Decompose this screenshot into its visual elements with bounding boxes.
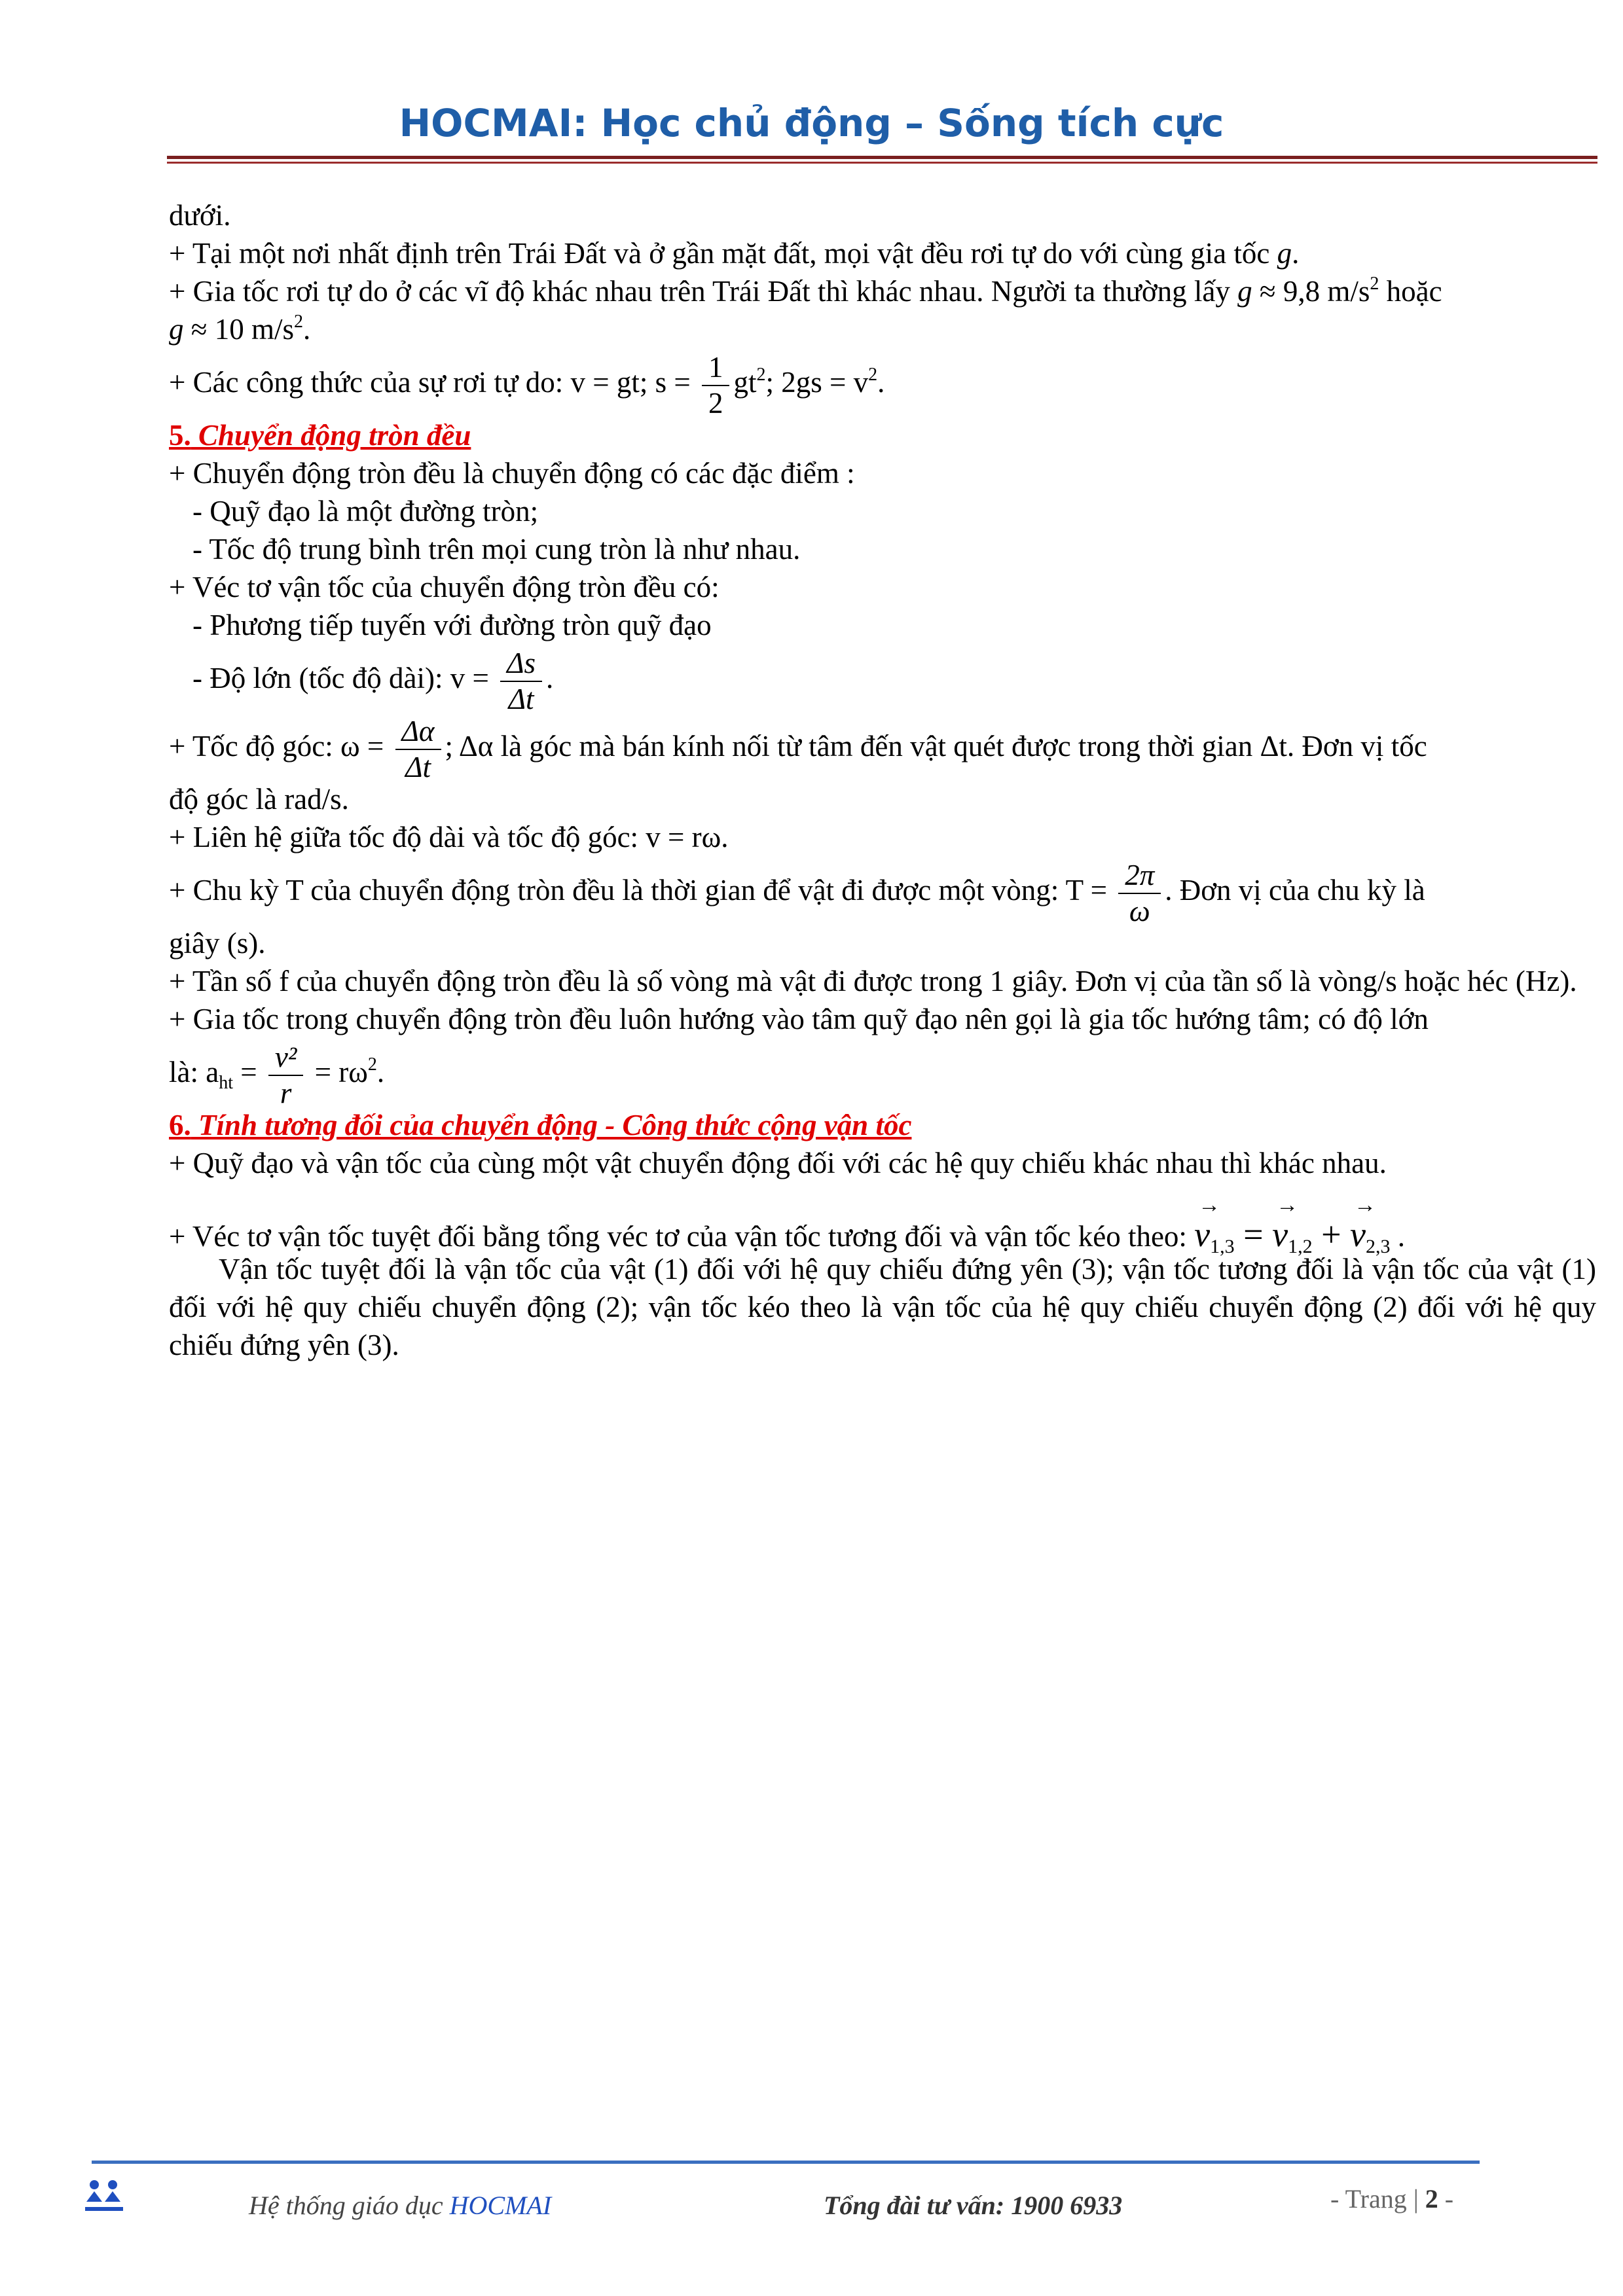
velocity-addition-formula: + Véc tơ vận tốc tuyệt đối bằng tổng véc tơ của vận tốc tương đối và vận tốc kéo theo: → $v_{1,3}$ = → $v_{1,2}$ + → $v_{2,3}$ . xyxy=(169,1182,1596,1250)
text-line: + Gia tốc rơi tự do ở các vĩ độ khác nhau trên Trái Đất thì khác nhau. Người ta thường lấy g ≈ 9,8 $m/s^2$ hoặc xyxy=(169,274,1442,308)
footer-hotline: Tổng đài tư vấn: 1900 6933 xyxy=(824,2191,1123,2220)
fraction-ds-dt: $\frac{\Delta s}{\Delta t}$ xyxy=(500,646,542,717)
text-line: g ≈ 10 $m/s^2$. xyxy=(169,312,311,346)
text-line: dưới. xyxy=(169,199,231,232)
footer-system-name: Hệ thống giáo dục HOCMAI xyxy=(249,2191,552,2220)
text-line: + Quỹ đạo và vận tốc của cùng một vật chuyển động đối với các hệ quy chiếu khác nhau thì khác nhau. xyxy=(169,1147,1387,1179)
hocmai-logo-icon xyxy=(81,2176,127,2221)
angular-speed-formula: + Tốc độ góc: ω = $\frac{\Delta\alpha}{\Delta t}$ ; Δα là góc mà bán kính nối từ tâm đến vật quét được trong thời gian Δt. Đơn vị tốc xyxy=(169,714,1427,783)
text-line: - Tốc độ trung bình trên mọi cung tròn là như nhau. xyxy=(192,533,801,565)
page-number: - Trang | 2 - xyxy=(1330,2184,1454,2214)
section-6-heading: 6. Tính tương đối của chuyển động - Công thức cộng vận tốc xyxy=(169,1109,912,1141)
footer-divider xyxy=(92,2161,1480,2164)
header-divider-secondary xyxy=(167,162,1597,164)
section-5-heading: 5. Chuyển động tròn đều xyxy=(169,419,471,452)
header-divider xyxy=(167,156,1597,159)
free-fall-formulas: + Các công thức của sự rơi tự do: v = gt; s = $\frac{1}{2}$ $gt^2$; $2gs = v^2$. xyxy=(169,350,885,420)
centripetal-formula: là: $a_{ht}$ = $\frac{\text{v²}}{r}$ = $r\omega^2$. xyxy=(169,1040,385,1109)
text-paragraph: + Tần số f của chuyển động tròn đều là số vòng mà vật đi được trong 1 giây. Đơn vị của tần số là vòng/s hoặc héc (Hz). xyxy=(169,965,1577,997)
fraction-v2-r: $\frac{\text{v²}}{r}$ xyxy=(268,1040,303,1111)
text-line: độ góc là rad/s. xyxy=(169,783,349,816)
text-line: + Tại một nơi nhất định trên Trái Đất và ở gần mặt đất, mọi vật đều rơi tự do với cùng gia tốc g. xyxy=(169,237,1300,270)
text-line: - Quỹ đạo là một đường tròn; xyxy=(192,495,539,528)
fraction-one-half: $\frac{1}{2}$ xyxy=(702,350,730,421)
fraction-2pi-omega: $\frac{2\pi}{\omega}$ xyxy=(1118,858,1161,929)
text-line: + Liên hệ giữa tốc độ dài và tốc độ góc: v = rω. xyxy=(169,821,729,853)
page-header-title: HOCMAI: Học chủ động – Sống tích cực xyxy=(399,101,1224,145)
text-line: + Chuyển động tròn đều là chuyển động có các đặc điểm : xyxy=(169,457,855,490)
document-body xyxy=(169,196,1596,1364)
text-line: + Véc tơ vận tốc của chuyển động tròn đều có: xyxy=(169,571,720,603)
period-formula: + Chu kỳ T của chuyển động tròn đều là thời gian để vật đi được một vòng: T = $\frac{2\pi}{\omega}$ . Đơn vị của chu kỳ là xyxy=(169,858,1425,927)
speed-formula: - Độ lớn (tốc độ dài): v = $\frac{\Delta s}{\Delta t}$ . xyxy=(192,646,554,715)
fraction-dalpha-dt: $\frac{\Delta\alpha}{\Delta t}$ xyxy=(395,714,441,785)
text-line: giây (s). xyxy=(169,927,266,960)
vector-equation: → $v_{1,3}$ = → $v_{1,2}$ + → $v_{2,3}$ xyxy=(1194,1182,1390,1268)
text-line: - Phương tiếp tuyến với đường tròn quỹ đạo xyxy=(192,609,712,641)
text-paragraph: Vận tốc tuyệt đối là vận tốc của vật (1) đối với hệ quy chiếu đứng yên (3); vận tốc tương đối là vận tốc của vật (1) đối với hệ quy chiếu chuyển động (2); vận tốc kéo theo là vận tốc của hệ quy chiếu chuyển động (2) đối với hệ quy chiếu đứng yên (3). xyxy=(169,1253,1596,1361)
text-line: + Gia tốc trong chuyển động tròn đều luôn hướng vào tâm quỹ đạo nên gọi là gia tốc hướng tâm; có độ lớn xyxy=(169,1003,1429,1035)
